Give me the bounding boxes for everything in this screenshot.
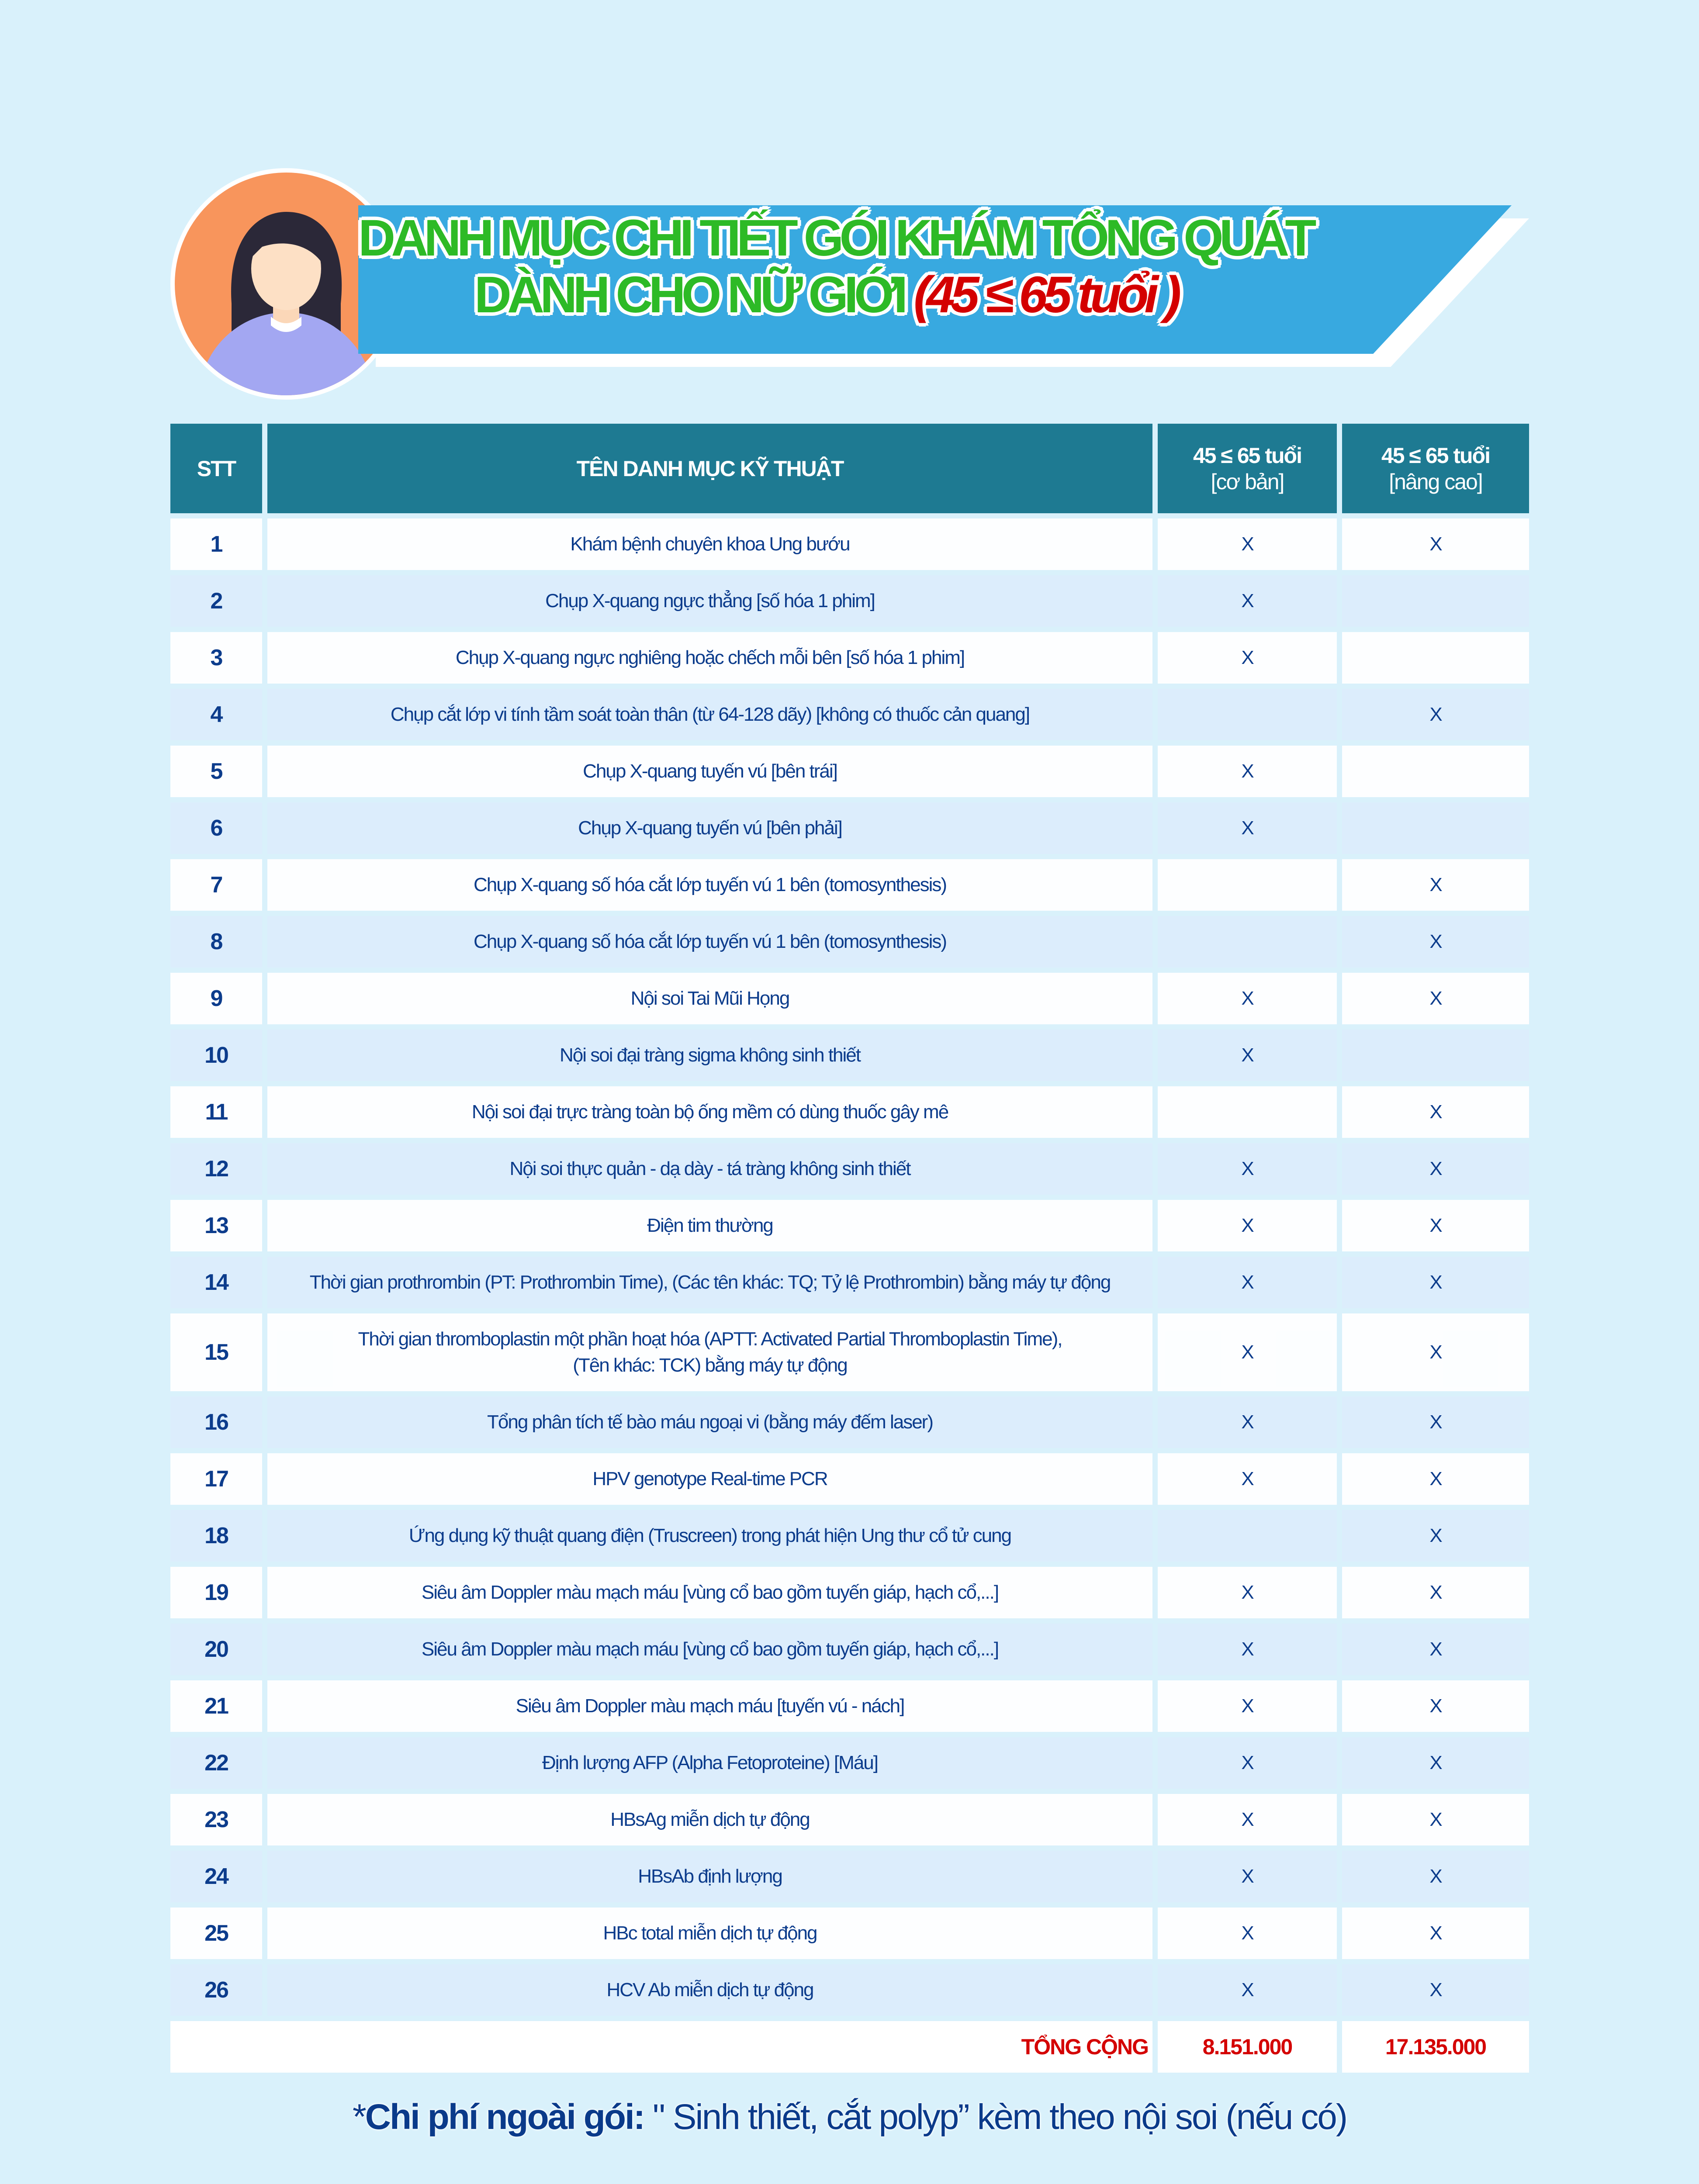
row-stt: 14: [170, 1257, 262, 1308]
row-advanced-mark: X: [1342, 1908, 1529, 1959]
row-name: Chụp cắt lớp vi tính tầm soát toàn thân (từ 64-128 dãy) [không có thuốc cản quang]: [267, 689, 1152, 740]
row-stt: 16: [170, 1396, 262, 1448]
table-row: [170, 859, 1529, 911]
row-stt: 13: [170, 1200, 262, 1251]
row-basic-mark: X: [1158, 518, 1337, 570]
footnote-bold: Chi phí ngoài gói:: [365, 2097, 644, 2137]
table-row: [170, 689, 1529, 740]
table-row: [170, 575, 1529, 627]
row-basic-mark: [1158, 859, 1337, 911]
row-stt: 3: [170, 632, 262, 684]
footnote-prefix: *: [352, 2097, 365, 2137]
row-stt: 5: [170, 746, 262, 797]
row-advanced-mark: X: [1342, 1680, 1529, 1732]
row-name: Định lượng AFP (Alpha Fetoproteine) [Máu]: [267, 1737, 1152, 1789]
row-basic-mark: X: [1158, 1257, 1337, 1308]
table-row: [170, 802, 1529, 854]
table-row: [170, 1313, 1529, 1391]
header-advanced-sub: [nâng cao]: [1389, 469, 1482, 494]
row-basic-mark: X: [1158, 1908, 1337, 1959]
row-advanced-mark: [1342, 1030, 1529, 1081]
row-name-line: (Tên khác: TCK) bằng máy tự động: [573, 1355, 847, 1376]
row-stt: 12: [170, 1143, 262, 1195]
row-advanced-mark: X: [1342, 1851, 1529, 1902]
row-name: [267, 1313, 1152, 1391]
table-row: [170, 916, 1529, 968]
row-basic-mark: [1158, 1510, 1337, 1562]
row-basic-mark: X: [1158, 802, 1337, 854]
row-name: HPV genotype Real-time PCR: [267, 1453, 1152, 1505]
header-advanced-label: 45 ≤ 65 tuổi: [1381, 443, 1490, 468]
row-name: Chụp X-quang tuyến vú [bên trái]: [267, 746, 1152, 797]
row-basic-mark: X: [1158, 1313, 1337, 1391]
row-name: HBc total miễn dịch tự động: [267, 1908, 1152, 1959]
row-basic-mark: X: [1158, 1030, 1337, 1081]
row-stt: 2: [170, 575, 262, 627]
header-advanced: [1342, 424, 1529, 513]
row-advanced-mark: X: [1342, 916, 1529, 968]
row-advanced-mark: X: [1342, 518, 1529, 570]
row-basic-mark: [1158, 916, 1337, 968]
table-row: [170, 746, 1529, 797]
row-name: Khám bệnh chuyên khoa Ung bướu: [267, 518, 1152, 570]
row-basic-mark: X: [1158, 632, 1337, 684]
row-stt: 22: [170, 1737, 262, 1789]
row-name: Nội soi đại tràng sigma không sinh thiết: [267, 1030, 1152, 1081]
total-advanced: 17.135.000: [1342, 2021, 1529, 2073]
header-basic: [1158, 424, 1337, 513]
row-stt: 23: [170, 1794, 262, 1845]
row-stt: 17: [170, 1453, 262, 1505]
header-basic-label: 45 ≤ 65 tuổi: [1193, 443, 1301, 468]
table-row: [170, 1257, 1529, 1308]
row-name: Chụp X-quang ngực nghiêng hoặc chếch mỗi bên [số hóa 1 phim]: [267, 632, 1152, 684]
table-row: [170, 1908, 1529, 1959]
row-stt: 9: [170, 973, 262, 1024]
row-advanced-mark: X: [1342, 1624, 1529, 1675]
row-advanced-mark: X: [1342, 1794, 1529, 1845]
row-basic-mark: X: [1158, 1453, 1337, 1505]
row-advanced-mark: X: [1342, 859, 1529, 911]
row-name: Chụp X-quang số hóa cắt lớp tuyến vú 1 bên (tomosynthesis): [267, 859, 1152, 911]
row-basic-mark: X: [1158, 1737, 1337, 1789]
row-stt: 4: [170, 689, 262, 740]
row-stt: 7: [170, 859, 262, 911]
row-name: Thời gian prothrombin (PT: Prothrombin Time), (Các tên khác: TQ; Tỷ lệ Prothrombin) bằng máy tự động: [267, 1257, 1152, 1308]
row-advanced-mark: X: [1342, 1453, 1529, 1505]
total-row: [170, 2021, 1529, 2073]
row-advanced-mark: X: [1342, 1143, 1529, 1195]
row-name: Tổng phân tích tế bào máu ngoại vi (bằng máy đếm laser): [267, 1396, 1152, 1448]
total-basic: 8.151.000: [1158, 2021, 1337, 2073]
row-advanced-mark: X: [1342, 1567, 1529, 1618]
row-name: HBsAg miễn dịch tự động: [267, 1794, 1152, 1845]
row-name: Nội soi Tai Mũi Họng: [267, 973, 1152, 1024]
row-name: Ứng dụng kỹ thuật quang điện (Truscreen) trong phát hiện Ung thư cổ tử cung: [267, 1510, 1152, 1562]
title-age-range: (45 ≤ 65 tuổi ): [914, 266, 1177, 324]
title-line-2: [358, 266, 1293, 323]
row-stt: 10: [170, 1030, 262, 1081]
table-header: [170, 424, 1529, 513]
row-stt: 25: [170, 1908, 262, 1959]
row-basic-mark: [1158, 689, 1337, 740]
row-stt: 8: [170, 916, 262, 968]
row-advanced-mark: X: [1342, 689, 1529, 740]
table-row: [170, 1200, 1529, 1251]
row-name-line: Thời gian thromboplastin một phần hoạt hóa (APTT: Activated Partial Thromboplastin Time),: [358, 1328, 1062, 1350]
table-row: [170, 1794, 1529, 1845]
row-stt: 18: [170, 1510, 262, 1562]
table-row: [170, 1143, 1529, 1195]
table-row: [170, 1680, 1529, 1732]
row-name: Chụp X-quang ngực thẳng [số hóa 1 phim]: [267, 575, 1152, 627]
row-advanced-mark: [1342, 575, 1529, 627]
row-name: Điện tim thường: [267, 1200, 1152, 1251]
table-row: [170, 1624, 1529, 1675]
row-basic-mark: X: [1158, 1143, 1337, 1195]
row-basic-mark: X: [1158, 746, 1337, 797]
row-stt: 24: [170, 1851, 262, 1902]
row-name: Nội soi thực quản - dạ dày - tá tràng không sinh thiết: [267, 1143, 1152, 1195]
row-advanced-mark: X: [1342, 1396, 1529, 1448]
table-row: [170, 632, 1529, 684]
row-stt: 15: [170, 1313, 262, 1391]
row-advanced-mark: X: [1342, 1200, 1529, 1251]
footnote: [0, 2097, 1699, 2138]
row-name: Siêu âm Doppler màu mạch máu [vùng cổ bao gồm tuyến giáp, hạch cổ,...]: [267, 1624, 1152, 1675]
row-stt: 11: [170, 1086, 262, 1138]
row-basic-mark: X: [1158, 973, 1337, 1024]
row-name: Siêu âm Doppler màu mạch máu [vùng cổ bao gồm tuyến giáp, hạch cổ,...]: [267, 1567, 1152, 1618]
row-name: Chụp X-quang số hóa cắt lớp tuyến vú 1 bên (tomosynthesis): [267, 916, 1152, 968]
row-advanced-mark: X: [1342, 1510, 1529, 1562]
row-stt: 21: [170, 1680, 262, 1732]
row-basic-mark: X: [1158, 1624, 1337, 1675]
row-advanced-mark: X: [1342, 1086, 1529, 1138]
row-advanced-mark: [1342, 802, 1529, 854]
table-row: [170, 1851, 1529, 1902]
row-advanced-mark: [1342, 746, 1529, 797]
table-row: [170, 1510, 1529, 1562]
row-name: HBsAb định lượng: [267, 1851, 1152, 1902]
row-advanced-mark: X: [1342, 1257, 1529, 1308]
row-stt: 19: [170, 1567, 262, 1618]
row-stt: 26: [170, 1964, 262, 2016]
row-name: Siêu âm Doppler màu mạch máu [tuyến vú - nách]: [267, 1680, 1152, 1732]
row-advanced-mark: X: [1342, 973, 1529, 1024]
total-label: TỔNG CỘNG: [170, 2021, 1152, 2073]
table-row: [170, 1737, 1529, 1789]
table-row: [170, 1086, 1529, 1138]
table-row: [170, 518, 1529, 570]
table-row: [170, 973, 1529, 1024]
row-basic-mark: X: [1158, 575, 1337, 627]
package-table: [170, 424, 1529, 2073]
header-name: TÊN DANH MỤC KỸ THUẬT: [267, 424, 1152, 513]
row-basic-mark: [1158, 1086, 1337, 1138]
header-stt: STT: [170, 424, 262, 513]
footnote-text: " Sinh thiết, cắt polyp” kèm theo nội soi (nếu có): [644, 2097, 1347, 2137]
table-row: [170, 1964, 1529, 2016]
row-advanced-mark: X: [1342, 1313, 1529, 1391]
row-basic-mark: X: [1158, 1396, 1337, 1448]
row-stt: 20: [170, 1624, 262, 1675]
row-name: HCV Ab miễn dịch tự động: [267, 1964, 1152, 2016]
row-basic-mark: X: [1158, 1200, 1337, 1251]
table-row: [170, 1030, 1529, 1081]
row-basic-mark: X: [1158, 1964, 1337, 2016]
row-stt: 1: [170, 518, 262, 570]
row-basic-mark: X: [1158, 1567, 1337, 1618]
row-advanced-mark: [1342, 632, 1529, 684]
row-advanced-mark: X: [1342, 1964, 1529, 2016]
row-stt: 6: [170, 802, 262, 854]
row-basic-mark: X: [1158, 1680, 1337, 1732]
row-basic-mark: X: [1158, 1851, 1337, 1902]
table-row: [170, 1567, 1529, 1618]
header-basic-sub: [cơ bản]: [1211, 469, 1284, 494]
title-line-1: DANH MỤC CHI TIẾT GÓI KHÁM TỔNG QUÁT: [358, 209, 1312, 267]
table-row: [170, 1453, 1529, 1505]
row-advanced-mark: X: [1342, 1737, 1529, 1789]
title-line-2-text: DÀNH CHO NỮ GIỚI: [474, 266, 904, 324]
row-name: Nội soi đại trực tràng toàn bộ ống mềm có dùng thuốc gây mê: [267, 1086, 1152, 1138]
table-row: [170, 1396, 1529, 1448]
row-name: Chụp X-quang tuyến vú [bên phải]: [267, 802, 1152, 854]
page-title: [358, 209, 1312, 324]
row-basic-mark: X: [1158, 1794, 1337, 1845]
